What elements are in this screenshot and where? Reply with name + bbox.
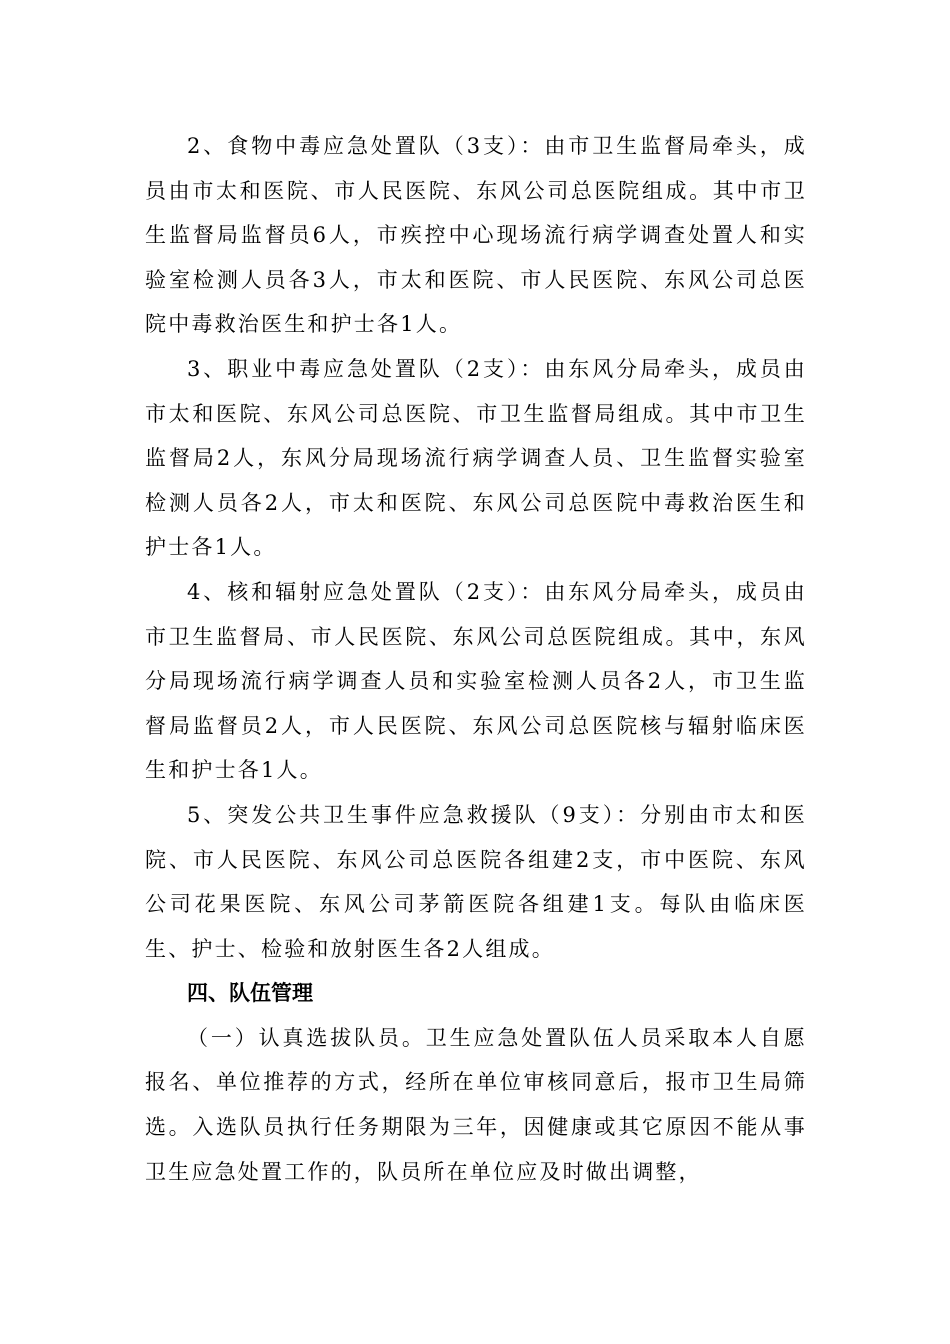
section-heading-team-management: 四、队伍管理 <box>187 981 313 1006</box>
paragraph-public-health-rescue-team: 5、突发公共卫生事件应急救援队（9支）：分别由市太和医院、市人民医院、东风公司总医院各组建2支，市中医院、东风公司花果医院、东风公司茅箭医院各组建1支。每队由临床医生、护士、检验和放射医生各2人组成。 <box>145 802 807 961</box>
document-body <box>145 124 807 1194</box>
paragraph-food-poisoning-team: 2、食物中毒应急处置队（3支）：由市卫生监督局牵头，成员由市太和医院、市人民医院、东风公司总医院组成。其中市卫生监督局监督员6人，市疾控中心现场流行病学调查处置人和实验室检测人员各3人，市太和医院、市人民医院、东风公司总医院中毒救治医生和护士各1人。 <box>145 134 807 337</box>
paragraph-nuclear-radiation-team: 4、核和辐射应急处置队（2支）：由东风分局牵头，成员由市卫生监督局、市人民医院、东风公司总医院组成。其中，东风分局现场流行病学调查人员和实验室检测人员各2人，市卫生监督局监督员2人，市人民医院、东风公司总医院核与辐射临床医生和护士各1人。 <box>145 579 807 783</box>
paragraph-member-selection: （一）认真选拔队员。卫生应急处置队伍人员采取本人自愿报名、单位推荐的方式，经所在单位审核同意后，报市卫生局筛选。入选队员执行任务期限为三年，因健康或其它原因不能从事卫生应急处置工作的，队员所在单位应及时做出调整， <box>145 1025 807 1184</box>
paragraph-occupational-poisoning-team: 3、职业中毒应急处置队（2支）：由东风分局牵头，成员由市太和医院、东风公司总医院、市卫生监督局组成。其中市卫生监督局2人，东风分局现场流行病学调查人员、卫生监督实验室检测人员各2人，市太和医院、东风公司总医院中毒救治医生和护士各1人。 <box>145 356 807 560</box>
